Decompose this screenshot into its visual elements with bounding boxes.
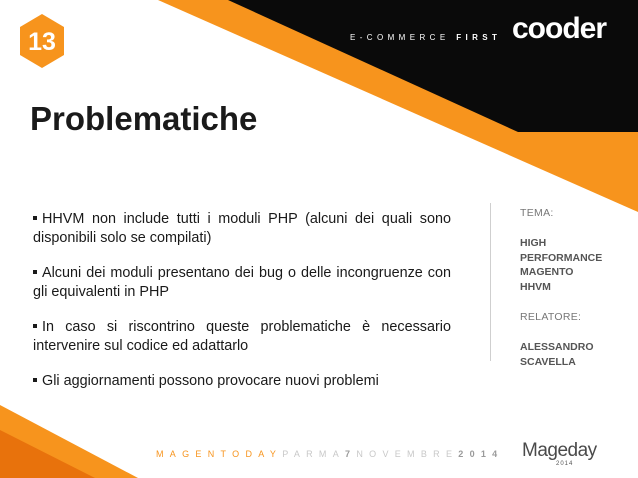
footer-event-part: MAGENTODAY [156, 449, 283, 459]
footer-event-part: PARMA [282, 449, 346, 459]
topic-line: HHVM [520, 280, 551, 293]
bullet-square-icon [33, 324, 37, 328]
topic-label: TEMA: [520, 207, 554, 219]
mageday-logo: Mageday [522, 440, 597, 461]
bullet-text: HHVM non include tutti i moduli PHP (alcuni dei quali sono disponibili solo se compilati) [33, 211, 451, 246]
bullet-text: Alcuni dei moduli presentano dei bug o delle incongruenze con gli equivalenti in PHP [33, 265, 451, 300]
topic-line: MAGENTO [520, 266, 574, 278]
tagline-bold: FIRST [456, 33, 502, 42]
bullet-item [33, 210, 451, 247]
topic-line: PERFORMANCE [520, 251, 603, 264]
footer-event-part: 2014 [458, 449, 504, 459]
bullet-text: Gli aggiornamenti possono provocare nuovi problemi [42, 373, 379, 389]
bullet-square-icon [33, 270, 37, 274]
topic-line: HIGH [520, 237, 547, 249]
bullet-square-icon [33, 378, 37, 382]
speaker-line: SCAVELLA [520, 355, 576, 368]
vertical-divider [490, 203, 491, 361]
bullet-item [33, 372, 451, 391]
page-title: Problematiche [30, 100, 258, 137]
tagline [350, 33, 501, 42]
speaker-label: RELATORE: [520, 311, 582, 323]
slide-number-badge: 13 [28, 27, 56, 56]
cooder-logo: cooder [512, 12, 607, 45]
bullet-square-icon [33, 216, 37, 220]
tagline-light: E-COMMERCE [350, 33, 450, 42]
info-sidebar [520, 207, 638, 369]
bullet-item [33, 264, 451, 301]
bullet-list [33, 210, 451, 408]
footer-event-name [156, 449, 504, 459]
speaker-line: ALESSANDRO [520, 341, 594, 353]
mageday-logo-year: 2014 [556, 461, 574, 467]
bullet-text: In caso si riscontrino queste problematiche è necessario intervenire sul codice ed adattarlo [33, 319, 451, 354]
footer-event-part: NOVEMBRE [356, 449, 459, 459]
footer-event-part: 7 [345, 449, 357, 459]
bullet-item [33, 318, 451, 355]
